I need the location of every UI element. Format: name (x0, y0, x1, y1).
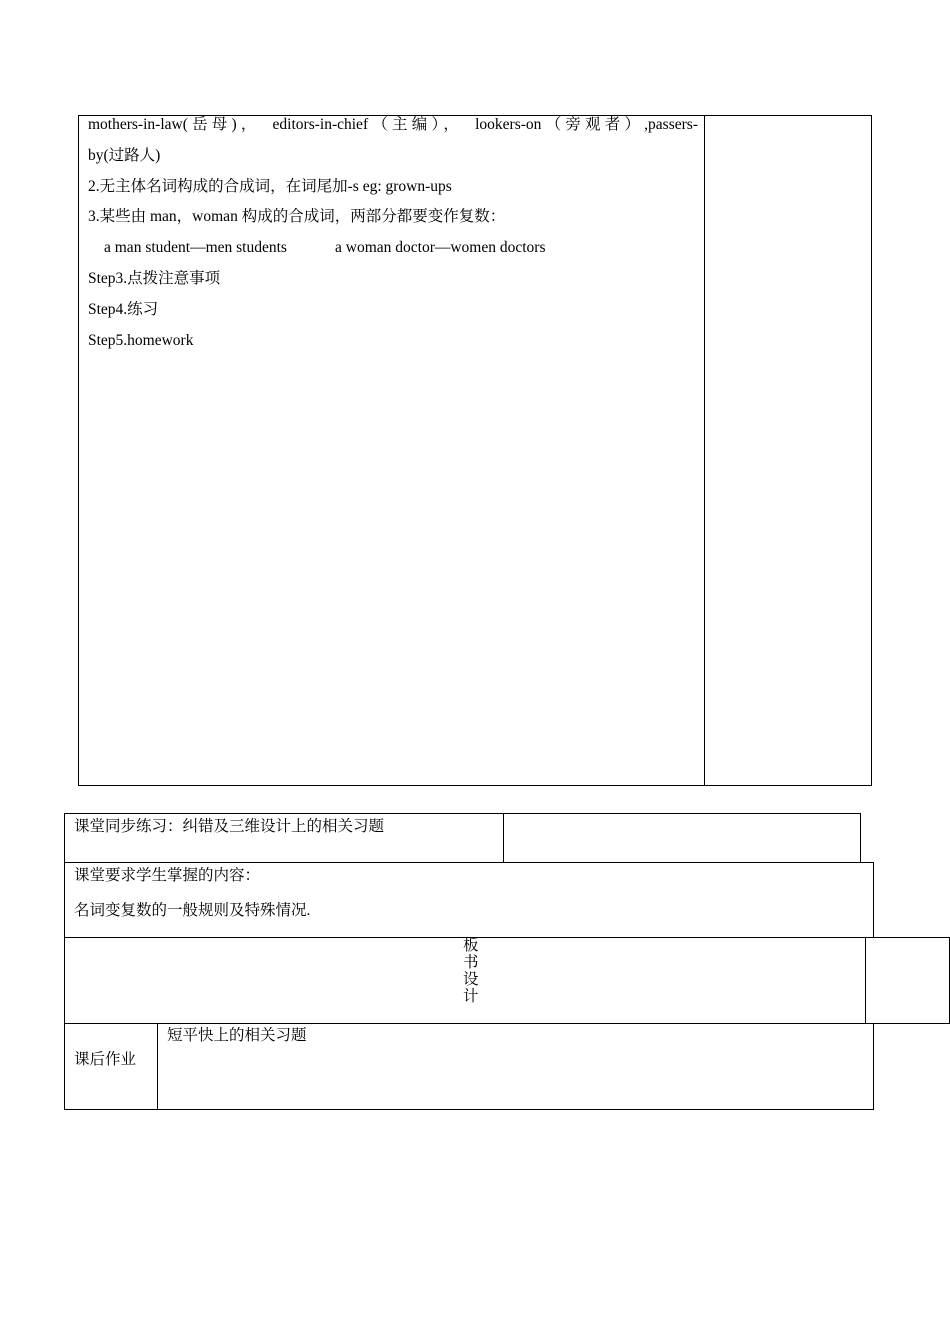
practice-row-divider (503, 813, 504, 863)
line-example-man: a man student—men students (104, 239, 287, 256)
requirement-label: 课堂要求学生掌握的内容： (74, 867, 261, 884)
requirement-content: 名词变复数的一般规则及特殊情况. (74, 902, 311, 919)
board-design-side-cell (865, 937, 950, 1024)
line-rule-2: 2.无主体名词构成的合成词，在词尾加-s eg: grown-ups (88, 178, 452, 195)
line-compound-plurals: mothers-in-law(岳母)， editors-in-chief（主编）， lookers-on（旁观者）,passers- (88, 116, 698, 133)
homework-row-divider (157, 1023, 158, 1110)
practice-label: 课堂同步练习：纠错及三维设计上的相关习题 (74, 818, 385, 835)
line-step3: Step3.点拨注意事项 (88, 270, 221, 287)
line-example-woman: a woman doctor—women doctors (335, 239, 546, 256)
upper-table-divider (704, 115, 705, 786)
board-design-char-3: 设 (463, 971, 479, 988)
homework-content: 短平快上的相关习题 (167, 1027, 307, 1044)
homework-label: 课后作业 (74, 1051, 137, 1068)
board-design-char-1: 板 (463, 937, 479, 954)
board-design-char-2: 书 (463, 954, 479, 971)
line-rule-3: 3.某些由 man，woman 构成的合成词，两部分都要变作复数： (88, 208, 506, 225)
line-step4: Step4.练习 (88, 301, 159, 318)
line-passersby: by(过路人) (88, 147, 161, 164)
line-step5: Step5.homework (88, 332, 194, 349)
board-design-char-4: 计 (463, 988, 479, 1005)
